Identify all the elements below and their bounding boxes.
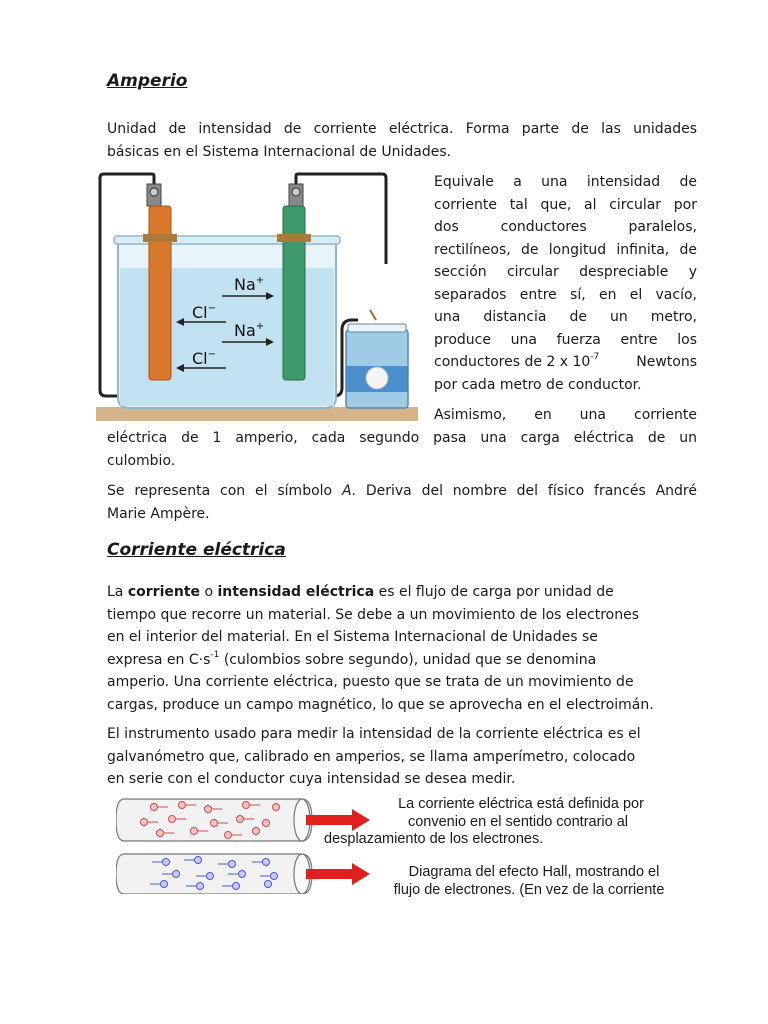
- na-ion-label-1: Na+: [234, 275, 265, 294]
- definition-line: dos conductores paralelos,: [434, 219, 697, 235]
- definition-line: conductores de 2 x $10^{-7}$ Newtons: [434, 352, 697, 370]
- caption-hall-effect: Diagrama del efecto Hall, mostrando el flujo de electrones. (En vez de la corriente: [393, 864, 665, 898]
- zinc-electrode: [283, 206, 305, 380]
- electron-flow-diagram: [116, 852, 376, 894]
- intro-line-1: Unidad de intensidad de corriente eléctrica. Forma parte de las unidades: [107, 121, 697, 137]
- definition-line: corriente tal que, al circular por: [434, 196, 697, 213]
- symbol-paragraph: Se representa con el símbolo A. Deriva del nombre del físico francés André Marie Ampère.: [107, 483, 697, 522]
- heading-amperio: Amperio: [107, 71, 188, 91]
- definition-line: una distancia de un metro,: [434, 309, 697, 325]
- exponent: -7: [590, 352, 600, 363]
- definition-line: produce una fuerza entre los: [434, 331, 697, 348]
- asimismo-paragraph: eléctrica de 1 amperio, cada segundo pasa una carga eléctrica de un culombio.: [107, 430, 697, 469]
- symbol-a: A: [341, 483, 352, 499]
- electrolytic-cell-diagram: [96, 170, 418, 422]
- instrumento-paragraph: El instrumento usado para medir la intensidad de la corriente eléctrica es el galvanómetro que, calibrado en amperios, se llama amperímetro, colocado en serie con el conductor cuya intensidad se desea medir.: [107, 726, 641, 787]
- cl-ion-label-1: Cl−: [192, 303, 217, 322]
- intro-line-2: básicas en el Sistema Internacional de Unidades.: [107, 143, 452, 160]
- corriente-paragraph: La corriente o intensidad eléctrica es el flujo de carga por unidad de tiempo que recorre un material. Se debe a un movimiento de los electrones en el interior del material. En el Sistema Internacional de Unidades se expresa en $C\cdot s^{-1}$ (culombios sobre segundo), unidad que se denomina amperio. Una corriente eléctrica, puesto que se trata de un movimiento de cargas, produce un campo magnético, lo que se aprovecha en el electroimán.: [107, 584, 654, 713]
- definition-column: [434, 171, 697, 396]
- caption-current-direction: La corriente eléctrica está definida por convenio en el sentido contrario al desplazamiento de los electrones.: [324, 796, 644, 847]
- definition-line: sección circular despreciable y: [434, 264, 697, 280]
- heading-corriente-electrica: Corriente eléctrica: [107, 540, 286, 560]
- na-ion-label-2: Na+: [234, 321, 265, 340]
- definition-line: por cada metro de conductor.: [434, 376, 642, 393]
- intro-paragraph: [107, 118, 697, 163]
- definition-line: Equivale a una intensidad de: [434, 174, 697, 190]
- definition-line: separados entre sí, en el vacío,: [434, 286, 697, 303]
- copper-electrode: [149, 206, 171, 380]
- cl-ion-label-2: Cl−: [192, 349, 217, 368]
- term-intensidad: intensidad eléctrica: [217, 584, 375, 600]
- conductor-tube: [116, 854, 312, 894]
- term-corriente: corriente: [127, 584, 201, 600]
- definition-line: rectilíneos, de longitud infinita, de: [434, 241, 697, 258]
- table-base: [96, 407, 418, 421]
- asimismo-line-1: Asimismo, en una corriente: [434, 407, 697, 423]
